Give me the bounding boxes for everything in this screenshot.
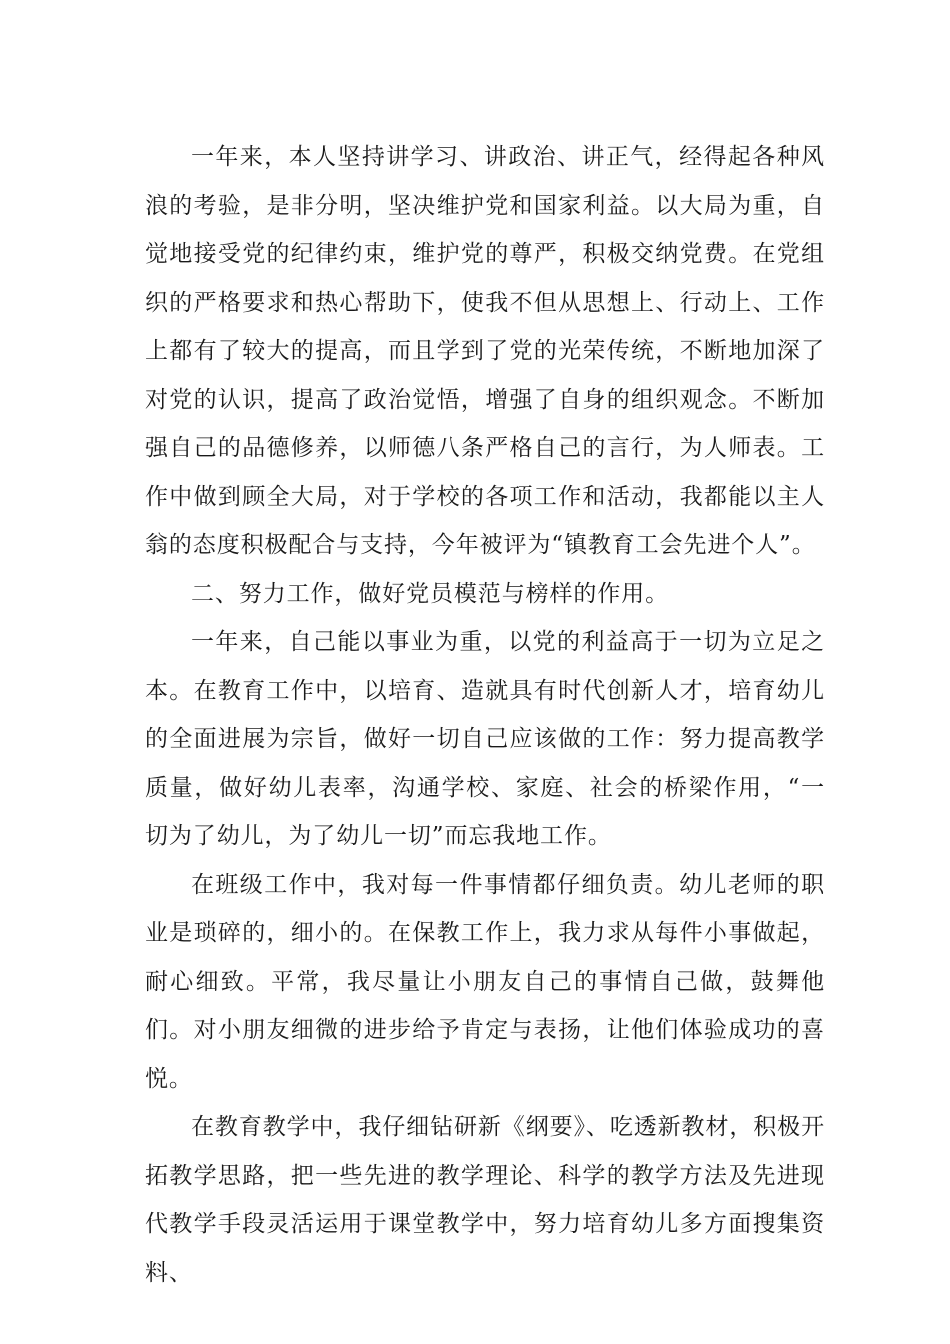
paragraph-party-discipline: 一年来，本人坚持讲学习、讲政治、讲正气，经得起各种风浪的考验，是非分明，坚决维护党和国家利益。以大局为重，自觉地接受党的纪律约束，维护党的尊严，积极交纳党费。在党组织的严格要求和热心帮助下，使我不但从思想上、行动上、工作上都有了较大的提高，而且学到了党的光荣传统，不断地加深了对党的认识，提高了政治觉悟，增强了自身的组织观念。不断加强自己的品德修养，以师德八条严格自己的言行，为人师表。工作中做到顾全大局，对于学校的各项工作和活动，我都能以主人翁的态度积极配合与支持，今年被评为“镇教育工会先进个人”。 [145, 144, 825, 558]
paragraph-class-work: 在班级工作中，我对每一件事情都仔细负责。幼儿老师的职业是琐碎的，细小的。在保教工作上，我力求从每件小事做起，耐心细致。平常，我尽量让小朋友自己的事情自己做，鼓舞他们。对小朋友细微的进步给予肯定与表扬，让他们体验成功的喜悦。 [145, 871, 825, 1092]
document-body [145, 133, 825, 1297]
paragraph-teaching: 在教育教学中，我仔细钻研新《纲要》、吃透新教材，积极开拓教学思路，把一些先进的教学理论、科学的教学方法及先进现代教学手段灵活运用于课堂教学中，努力培育幼儿多方面搜集资料、 [145, 1114, 825, 1286]
paragraph-section-heading: 二、努力工作，做好党员模范与榜样的作用。 [191, 580, 669, 607]
paragraph-work-dedication: 一年来，自己能以事业为重，以党的利益高于一切为立足之本。在教育工作中，以培育、造就具有时代创新人才，培育幼儿的全面进展为宗旨，做好一切自己应该做的工作：努力提高教学质量，做好幼儿表率，沟通学校、家庭、社会的桥梁作用，“一切为了幼儿，为了幼儿一切”而忘我地工作。 [145, 629, 825, 849]
